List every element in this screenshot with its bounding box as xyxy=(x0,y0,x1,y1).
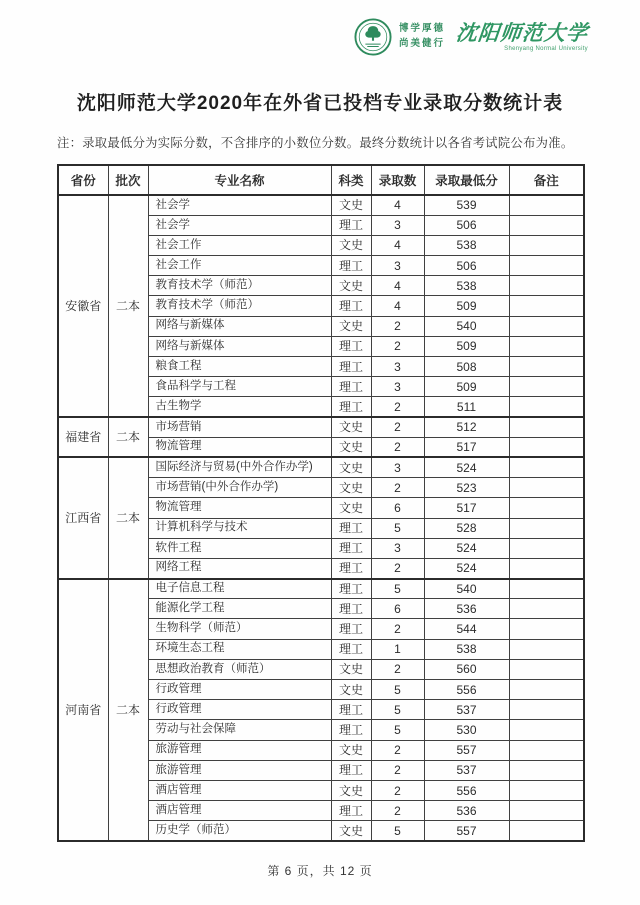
category-cell: 文史 xyxy=(331,680,371,700)
min-score-cell: 530 xyxy=(424,720,509,740)
remark-cell xyxy=(509,417,584,437)
major-cell: 旅游管理 xyxy=(148,740,331,760)
motto-line-2: 尚美健行 xyxy=(398,38,445,49)
min-score-cell: 524 xyxy=(424,558,509,578)
count-cell: 3 xyxy=(371,256,424,276)
category-cell: 理工 xyxy=(331,720,371,740)
category-cell: 文史 xyxy=(331,437,371,457)
count-cell: 5 xyxy=(371,700,424,720)
category-cell: 文史 xyxy=(331,740,371,760)
count-cell: 4 xyxy=(371,296,424,316)
remark-cell xyxy=(509,357,584,377)
count-cell: 2 xyxy=(371,558,424,578)
min-score-cell: 506 xyxy=(424,215,509,235)
count-cell: 5 xyxy=(371,680,424,700)
table-row xyxy=(58,457,584,477)
remark-cell xyxy=(509,619,584,639)
remark-cell xyxy=(509,457,584,477)
category-cell: 理工 xyxy=(331,215,371,235)
min-score-cell: 528 xyxy=(424,518,509,538)
category-cell: 理工 xyxy=(331,700,371,720)
header-major: 专业名称 xyxy=(148,165,331,195)
count-cell: 5 xyxy=(371,579,424,599)
table-row xyxy=(58,195,584,215)
min-score-cell: 512 xyxy=(424,417,509,437)
count-cell: 4 xyxy=(371,195,424,215)
page-number: 第 6 页，共 12 页 xyxy=(267,864,373,878)
min-score-cell: 538 xyxy=(424,235,509,255)
remark-cell xyxy=(509,659,584,679)
remark-cell xyxy=(509,700,584,720)
category-cell: 文史 xyxy=(331,478,371,498)
category-cell: 理工 xyxy=(331,256,371,276)
min-score-cell: 524 xyxy=(424,457,509,477)
major-cell: 国际经济与贸易(中外合作办学) xyxy=(148,457,331,477)
remark-cell xyxy=(509,437,584,457)
min-score-cell: 511 xyxy=(424,397,509,417)
major-cell: 古生物学 xyxy=(148,397,331,417)
major-cell: 社会工作 xyxy=(148,256,331,276)
category-cell: 理工 xyxy=(331,801,371,821)
count-cell: 5 xyxy=(371,518,424,538)
count-cell: 3 xyxy=(371,457,424,477)
category-cell: 文史 xyxy=(331,821,371,841)
major-cell: 物流管理 xyxy=(148,437,331,457)
category-cell: 文史 xyxy=(331,235,371,255)
min-score-cell: 556 xyxy=(424,780,509,800)
batch-cell: 二本 xyxy=(108,457,148,578)
category-cell: 理工 xyxy=(331,357,371,377)
major-cell: 社会学 xyxy=(148,215,331,235)
count-cell: 5 xyxy=(371,821,424,841)
table-header-row xyxy=(58,165,584,195)
min-score-cell: 538 xyxy=(424,276,509,296)
min-score-cell: 557 xyxy=(424,821,509,841)
min-score-cell: 557 xyxy=(424,740,509,760)
university-motto xyxy=(399,22,445,51)
major-cell: 电子信息工程 xyxy=(148,579,331,599)
remark-cell xyxy=(509,276,584,296)
count-cell: 3 xyxy=(371,215,424,235)
category-cell: 文史 xyxy=(331,457,371,477)
min-score-cell: 509 xyxy=(424,336,509,356)
min-score-cell: 556 xyxy=(424,680,509,700)
category-cell: 文史 xyxy=(331,498,371,518)
category-cell: 理工 xyxy=(331,538,371,558)
category-cell: 理工 xyxy=(331,336,371,356)
count-cell: 3 xyxy=(371,357,424,377)
remark-cell xyxy=(509,336,584,356)
category-cell: 文史 xyxy=(331,780,371,800)
count-cell: 2 xyxy=(371,478,424,498)
min-score-cell: 537 xyxy=(424,760,509,780)
major-cell: 劳动与社会保障 xyxy=(148,720,331,740)
university-emblem-icon xyxy=(354,18,392,56)
header-remark: 备注 xyxy=(509,165,584,195)
major-cell: 行政管理 xyxy=(148,700,331,720)
remark-cell xyxy=(509,579,584,599)
min-score-cell: 517 xyxy=(424,498,509,518)
count-cell: 4 xyxy=(371,235,424,255)
remark-cell xyxy=(509,558,584,578)
university-wordmark xyxy=(456,22,588,51)
remark-cell xyxy=(509,740,584,760)
remark-cell xyxy=(509,518,584,538)
major-cell: 社会工作 xyxy=(148,235,331,255)
min-score-cell: 540 xyxy=(424,579,509,599)
category-cell: 文史 xyxy=(331,195,371,215)
count-cell: 2 xyxy=(371,619,424,639)
min-score-cell: 508 xyxy=(424,357,509,377)
page-title: 沈阳师范大学2020年在外省已投档专业录取分数统计表 xyxy=(76,93,564,114)
count-cell: 2 xyxy=(371,801,424,821)
province-cell: 江西省 xyxy=(58,457,108,578)
category-cell: 理工 xyxy=(331,377,371,397)
major-cell: 计算机科学与技术 xyxy=(148,518,331,538)
remark-cell xyxy=(509,498,584,518)
count-cell: 5 xyxy=(371,720,424,740)
header-count: 录取数 xyxy=(371,165,424,195)
header-min-score: 录取最低分 xyxy=(424,165,509,195)
min-score-cell: 544 xyxy=(424,619,509,639)
major-cell: 能源化学工程 xyxy=(148,599,331,619)
min-score-cell: 538 xyxy=(424,639,509,659)
category-cell: 文史 xyxy=(331,316,371,336)
major-cell: 网络与新媒体 xyxy=(148,336,331,356)
count-cell: 2 xyxy=(371,316,424,336)
remark-cell xyxy=(509,256,584,276)
batch-cell: 二本 xyxy=(108,417,148,457)
count-cell: 1 xyxy=(371,639,424,659)
major-cell: 酒店管理 xyxy=(148,780,331,800)
remark-cell xyxy=(509,821,584,841)
category-cell: 理工 xyxy=(331,579,371,599)
category-cell: 理工 xyxy=(331,760,371,780)
category-cell: 理工 xyxy=(331,599,371,619)
university-name-en: Shenyang Normal University xyxy=(504,45,588,52)
major-cell: 行政管理 xyxy=(148,680,331,700)
admission-scores-table xyxy=(57,164,585,842)
category-cell: 理工 xyxy=(331,296,371,316)
remark-cell xyxy=(509,377,584,397)
major-cell: 酒店管理 xyxy=(148,801,331,821)
count-cell: 2 xyxy=(371,659,424,679)
remark-cell xyxy=(509,680,584,700)
remark-cell xyxy=(509,760,584,780)
remark-cell xyxy=(509,639,584,659)
min-score-cell: 536 xyxy=(424,801,509,821)
remark-cell xyxy=(509,538,584,558)
count-cell: 6 xyxy=(371,599,424,619)
category-cell: 文史 xyxy=(331,276,371,296)
major-cell: 教育技术学（师范） xyxy=(148,276,331,296)
major-cell: 粮食工程 xyxy=(148,357,331,377)
min-score-cell: 560 xyxy=(424,659,509,679)
header-category: 科类 xyxy=(331,165,371,195)
count-cell: 2 xyxy=(371,336,424,356)
count-cell: 3 xyxy=(371,377,424,397)
major-cell: 旅游管理 xyxy=(148,760,331,780)
batch-cell: 二本 xyxy=(108,195,148,417)
major-cell: 社会学 xyxy=(148,195,331,215)
header-batch: 批次 xyxy=(108,165,148,195)
batch-cell: 二本 xyxy=(108,579,148,841)
major-cell: 思想政治教育（师范） xyxy=(148,659,331,679)
major-cell: 历史学（师范） xyxy=(148,821,331,841)
major-cell: 网络工程 xyxy=(148,558,331,578)
min-score-cell: 536 xyxy=(424,599,509,619)
count-cell: 2 xyxy=(371,437,424,457)
remark-cell xyxy=(509,316,584,336)
major-cell: 环境生态工程 xyxy=(148,639,331,659)
header-province: 省份 xyxy=(58,165,108,195)
major-cell: 食品科学与工程 xyxy=(148,377,331,397)
major-cell: 市场营销(中外合作办学) xyxy=(148,478,331,498)
remark-cell xyxy=(509,195,584,215)
table-row xyxy=(58,579,584,599)
category-cell: 理工 xyxy=(331,639,371,659)
remark-cell xyxy=(509,235,584,255)
note-text: 注：录取最低分为实际分数，不含排序的小数位分数。最终分数统计以各省考试院公布为准。 xyxy=(57,136,574,150)
min-score-cell: 539 xyxy=(424,195,509,215)
count-cell: 2 xyxy=(371,780,424,800)
province-cell: 福建省 xyxy=(58,417,108,457)
table-row xyxy=(58,417,584,437)
category-cell: 理工 xyxy=(331,397,371,417)
count-cell: 2 xyxy=(371,740,424,760)
category-cell: 理工 xyxy=(331,558,371,578)
remark-cell xyxy=(509,296,584,316)
min-score-cell: 517 xyxy=(424,437,509,457)
university-name-cn: 沈阳师范大学 xyxy=(454,22,590,46)
remark-cell xyxy=(509,397,584,417)
major-cell: 生物科学（师范） xyxy=(148,619,331,639)
remark-cell xyxy=(509,801,584,821)
remark-cell xyxy=(509,215,584,235)
major-cell: 软件工程 xyxy=(148,538,331,558)
count-cell: 4 xyxy=(371,276,424,296)
province-cell: 河南省 xyxy=(58,579,108,841)
min-score-cell: 509 xyxy=(424,377,509,397)
count-cell: 3 xyxy=(371,538,424,558)
min-score-cell: 537 xyxy=(424,700,509,720)
min-score-cell: 524 xyxy=(424,538,509,558)
major-cell: 教育技术学（师范） xyxy=(148,296,331,316)
min-score-cell: 506 xyxy=(424,256,509,276)
remark-cell xyxy=(509,478,584,498)
count-cell: 6 xyxy=(371,498,424,518)
category-cell: 文史 xyxy=(331,659,371,679)
motto-line-1: 博学厚德 xyxy=(398,23,445,35)
remark-cell xyxy=(509,720,584,740)
category-cell: 文史 xyxy=(331,417,371,437)
major-cell: 市场营销 xyxy=(148,417,331,437)
min-score-cell: 540 xyxy=(424,316,509,336)
min-score-cell: 523 xyxy=(424,478,509,498)
remark-cell xyxy=(509,780,584,800)
count-cell: 2 xyxy=(371,417,424,437)
remark-cell xyxy=(509,599,584,619)
major-cell: 网络与新媒体 xyxy=(148,316,331,336)
count-cell: 2 xyxy=(371,397,424,417)
category-cell: 理工 xyxy=(331,518,371,538)
category-cell: 理工 xyxy=(331,619,371,639)
province-cell: 安徽省 xyxy=(58,195,108,417)
count-cell: 2 xyxy=(371,760,424,780)
min-score-cell: 509 xyxy=(424,296,509,316)
university-brand xyxy=(354,18,588,56)
major-cell: 物流管理 xyxy=(148,498,331,518)
